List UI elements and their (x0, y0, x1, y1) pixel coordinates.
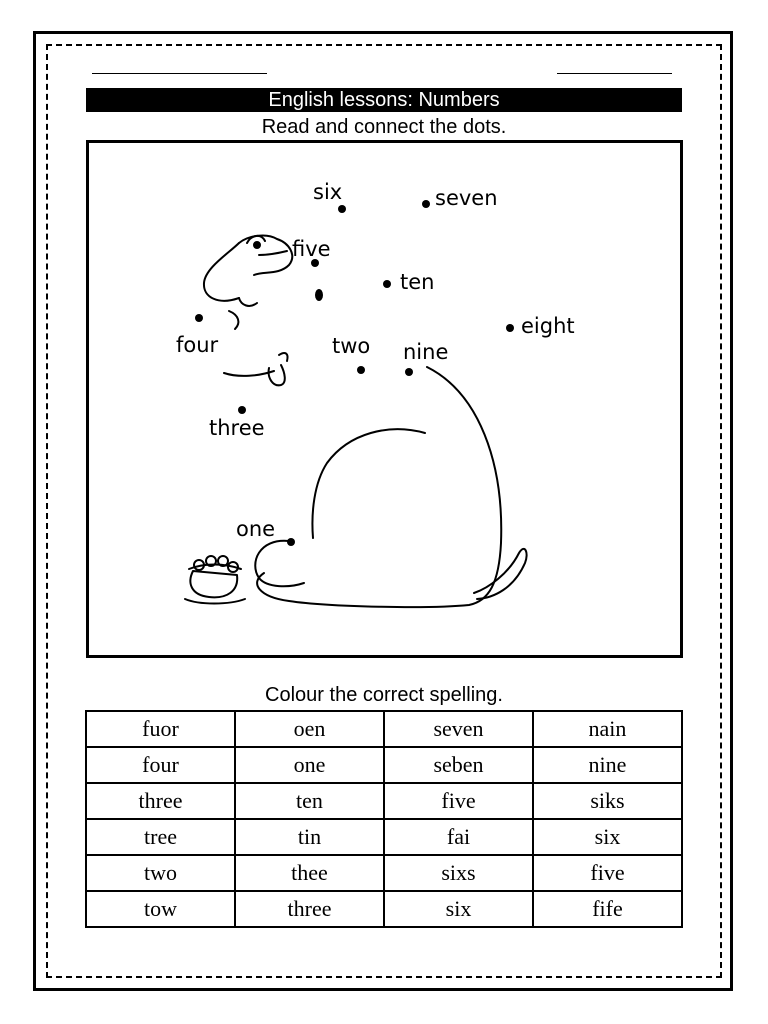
spelling-cell[interactable]: five (533, 855, 682, 891)
dinosaur-body-outline (257, 367, 501, 607)
spelling-cell[interactable]: four (86, 747, 235, 783)
spelling-cell[interactable]: two (86, 855, 235, 891)
spelling-cell[interactable]: five (384, 783, 533, 819)
label-seven: seven (435, 186, 498, 210)
label-six: six (313, 180, 343, 204)
spelling-cell[interactable]: thee (235, 855, 384, 891)
spelling-cell[interactable]: siks (533, 783, 682, 819)
connect-dots-instruction: Read and connect the dots. (261, 116, 507, 138)
connect-the-dots-picture (86, 140, 683, 658)
table-row (86, 891, 682, 927)
spelling-cell[interactable]: one (235, 747, 384, 783)
dot-four (195, 314, 203, 322)
dot-nine (405, 368, 413, 376)
spelling-cell[interactable]: three (86, 783, 235, 819)
table-row (86, 747, 682, 783)
page-title: English lessons: Numbers (86, 88, 682, 112)
spelling-cell[interactable]: nain (533, 711, 682, 747)
label-ten: ten (400, 270, 435, 294)
spelling-instruction: Colour the correct spelling. (265, 684, 503, 706)
dinosaur-drawing (89, 143, 680, 655)
table-row (86, 783, 682, 819)
label-three: three (209, 416, 265, 440)
dinosaur-head (204, 243, 239, 301)
spelling-cell[interactable]: three (235, 891, 384, 927)
dot-ten (383, 280, 391, 288)
date-blank-line (557, 73, 672, 74)
table-row (86, 855, 682, 891)
spelling-cell[interactable]: ten (235, 783, 384, 819)
label-four: four (176, 333, 219, 357)
spelling-cell[interactable]: seben (384, 747, 533, 783)
label-one: one (236, 517, 276, 541)
dinosaur-tongue (269, 365, 285, 385)
label-eight: eight (521, 314, 575, 338)
spelling-cell[interactable]: six (533, 819, 682, 855)
dinosaur-leg-curve (255, 541, 304, 587)
dinosaur-jaw (224, 371, 274, 376)
label-two: two (332, 334, 371, 358)
spelling-cell[interactable]: tow (86, 891, 235, 927)
label-nine: nine (403, 340, 449, 364)
dot-one (287, 538, 295, 546)
spelling-cell[interactable]: sixs (384, 855, 533, 891)
table-row (86, 819, 682, 855)
dot-unlabeled (315, 289, 323, 301)
spelling-cell[interactable]: tin (235, 819, 384, 855)
spelling-table (85, 710, 683, 928)
spelling-cell[interactable]: fai (384, 819, 533, 855)
spelling-cell[interactable]: tree (86, 819, 235, 855)
dot-three (238, 406, 246, 414)
spelling-cell[interactable]: fife (533, 891, 682, 927)
spelling-cell[interactable]: fuor (86, 711, 235, 747)
spelling-cell[interactable]: six (384, 891, 533, 927)
spelling-cell[interactable]: oen (235, 711, 384, 747)
spelling-cell[interactable]: nine (533, 747, 682, 783)
name-blank-line (92, 73, 267, 74)
table-row (86, 711, 682, 747)
dot-eight (506, 324, 514, 332)
dot-seven (422, 200, 430, 208)
dot-two (357, 366, 365, 374)
dot-six (338, 205, 346, 213)
dinosaur-back-curve (312, 429, 425, 538)
spelling-cell[interactable]: seven (384, 711, 533, 747)
flower-pot (190, 571, 237, 597)
label-five: five (292, 237, 331, 261)
